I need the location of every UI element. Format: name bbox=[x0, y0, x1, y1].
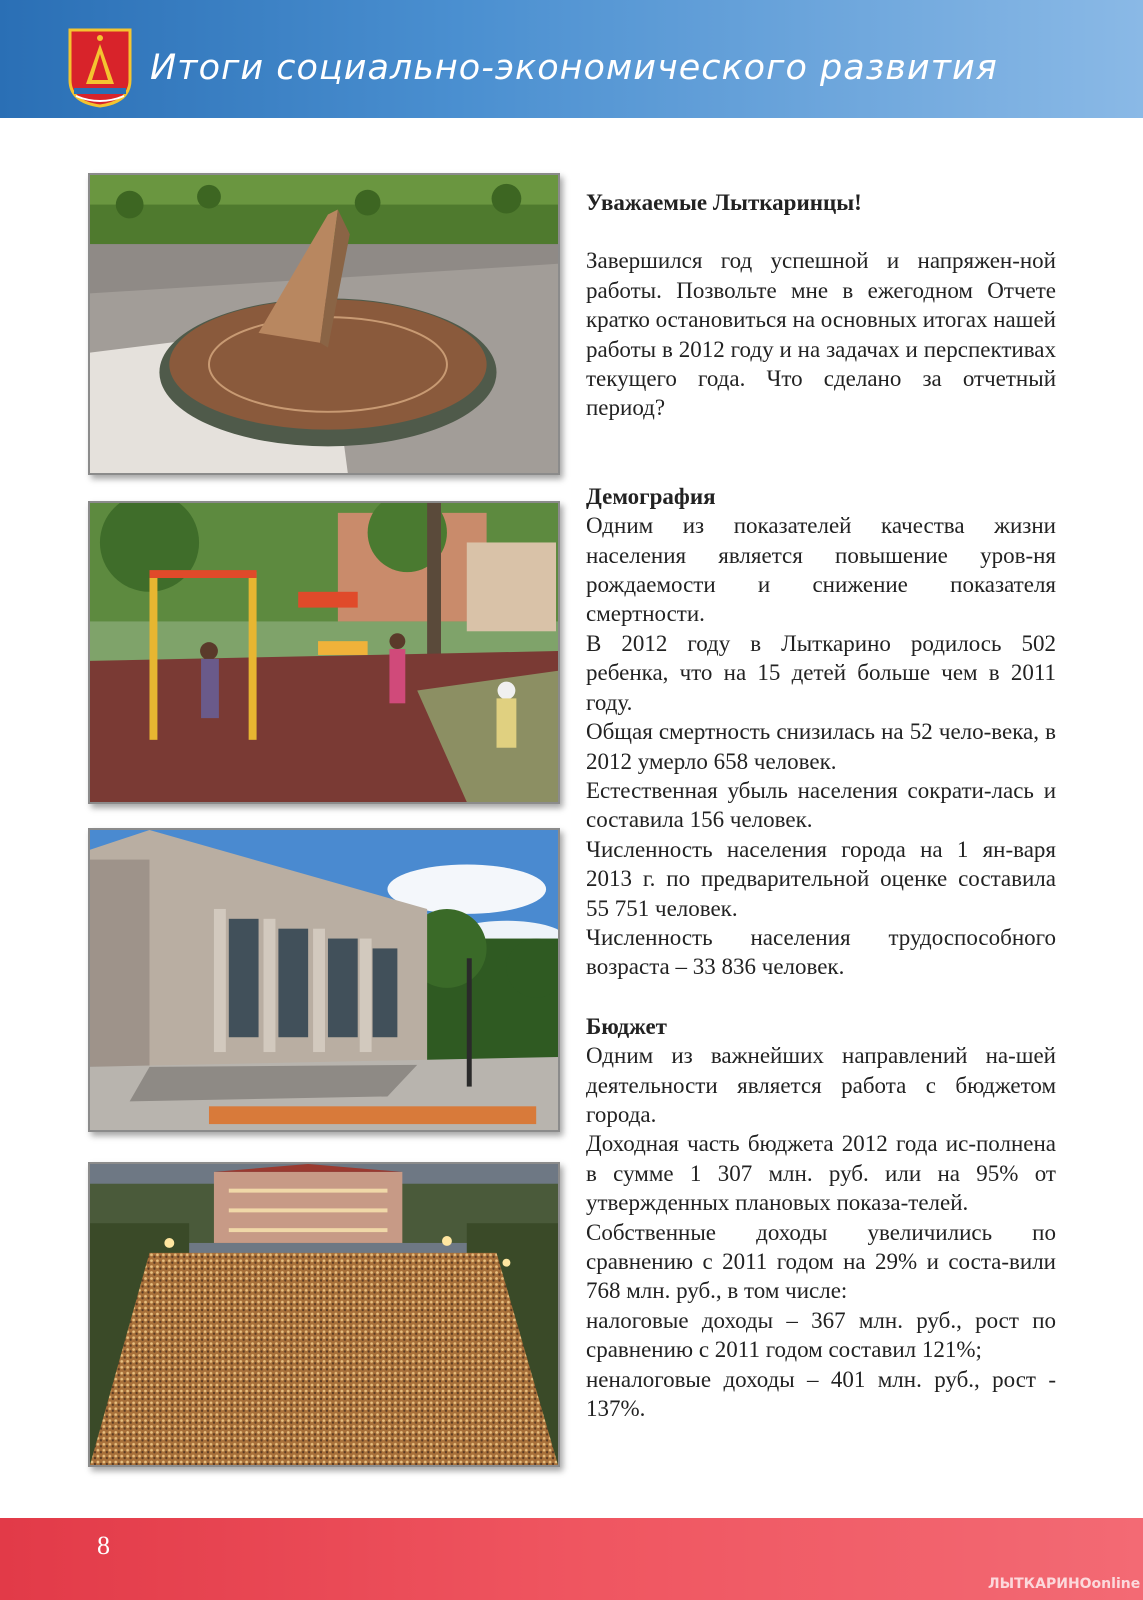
page-number: 8 bbox=[97, 1531, 110, 1560]
culture-palace-photo bbox=[88, 828, 560, 1132]
demography-paragraph: Численность населения трудоспособного возраста – 33 836 человек. bbox=[586, 924, 1056, 980]
sundial-photo bbox=[88, 173, 560, 475]
demography-paragraph: В 2012 году в Лыткарино родилось 502 ребенка, что на 15 детей больше чем в 2011 году. bbox=[586, 630, 1056, 715]
header-banner bbox=[0, 0, 1143, 118]
budget-heading: Бюджет bbox=[586, 1013, 667, 1039]
demography-paragraph: Естественная убыль населения сократи-лась и составила 156 человек. bbox=[586, 777, 1056, 833]
playground-photo bbox=[88, 501, 560, 804]
budget-paragraph: Одним из важнейших направлений на-шей деятельности является работа с бюджетом города. bbox=[586, 1043, 1056, 1127]
demography-paragraph: Общая смертность снизилась на 52 чело-века, в 2012 умерло 658 человек. bbox=[586, 719, 1056, 774]
budget-paragraph: налоговые доходы – 367 млн. руб., рост по сравнению с 2011 годом составил 121%; bbox=[586, 1307, 1056, 1363]
crowd-square-photo bbox=[88, 1162, 560, 1467]
city-emblem-icon bbox=[68, 28, 132, 108]
site-watermark: ЛЫТКАРИНОonline bbox=[988, 1576, 1141, 1592]
demography-paragraph: Численность населения города на 1 ян-варя 2013 г. по предварительной оценке составила 55 751 человек. bbox=[586, 836, 1056, 921]
greeting-heading: Уважаемые Лыткаринцы! bbox=[586, 190, 862, 215]
budget-paragraph: Собственные доходы увеличились по сравнению с 2011 годом на 29% и соста-вили 768 млн. руб., в том числе: bbox=[586, 1219, 1056, 1304]
budget-paragraph: неналоговые доходы – 401 млн. руб., рост - 137%. bbox=[586, 1366, 1056, 1422]
budget-paragraph: Доходная часть бюджета 2012 года ис-полнена в сумме 1 307 млн. руб. или на 95% от утвержденных плановых показа-телей. bbox=[586, 1131, 1056, 1216]
demography-heading: Демография bbox=[586, 483, 716, 509]
intro-paragraph: Завершился год успешной и напряжен-ной работы. Позвольте мне в ежегодном Отчете кратко остановиться на основных итогах нашей работы в 2012 году и на задачах и перспективах текущего года. Что сделано за отчетный период? bbox=[586, 248, 1056, 421]
footer-banner bbox=[0, 1518, 1143, 1600]
article-text bbox=[586, 188, 1056, 1423]
demography-paragraph: Одним из показателей качества жизни населения является повышение уров-ня рождаемости и снижение показателя смертности. bbox=[586, 513, 1056, 627]
header-title: Итоги социально-экономического развития bbox=[150, 48, 998, 88]
